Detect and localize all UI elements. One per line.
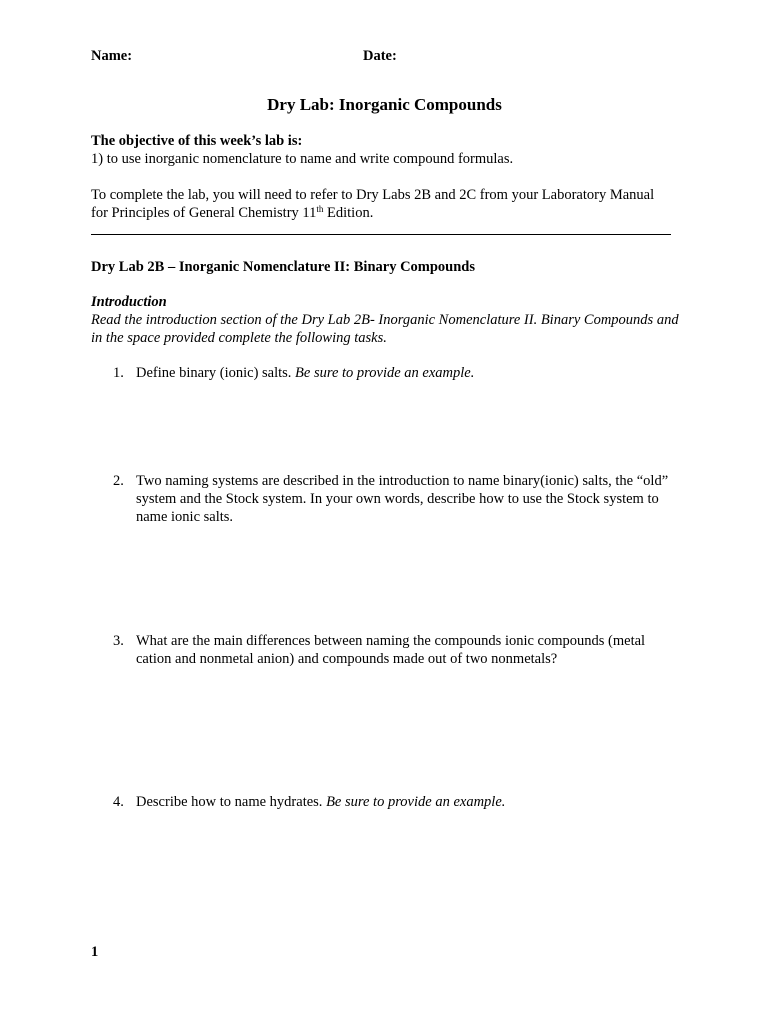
instructions-line-1: To complete the lab, you will need to refer to Dry Labs 2B and 2C from your Laboratory Manual	[91, 187, 655, 203]
instructions-line-2-suffix: Edition.	[323, 205, 374, 221]
question-number: 3.	[113, 633, 124, 649]
objective-item: 1) to use inorganic nomenclature to name and write compound formulas.	[91, 151, 514, 167]
introduction-block	[91, 293, 681, 347]
instructions-line-2	[91, 204, 681, 222]
question-body: What are the main differences between naming the compounds ionic compounds (metal cation and nonmetal anion) and compounds made out of two nonmetals?	[136, 633, 646, 667]
instructions-line-2-prefix: for Principles of General Chemistry 11	[91, 205, 317, 221]
question-number: 1.	[113, 365, 124, 381]
horizontal-rule	[91, 234, 671, 235]
document-page	[91, 0, 681, 1024]
date-label: Date:	[363, 48, 397, 64]
question-text	[136, 472, 681, 526]
header-row	[91, 47, 681, 65]
introduction-text: Read the introduction section of the Dry Lab 2B- Inorganic Nomenclature II. Binary Compounds and in the space provided complete the following tasks.	[91, 312, 679, 346]
page-number: 1	[91, 944, 99, 960]
introduction-heading: Introduction	[91, 294, 167, 310]
question-emphasis: Be sure to provide an example.	[326, 794, 506, 810]
name-label: Name:	[91, 48, 133, 64]
question-body: Describe how to name hydrates.	[136, 794, 327, 810]
question-body: Two naming systems are described in the introduction to name binary(ionic) salts, the “old” system and the Stock system. In your own words, describe how to use the Stock system to name ionic salts.	[136, 473, 669, 525]
question-text	[136, 632, 681, 668]
section-title: Dry Lab 2B – Inorganic Nomenclature II: Binary Compounds	[91, 259, 476, 275]
edition-superscript: th	[316, 204, 324, 214]
question-body: Define binary (ionic) salts.	[136, 365, 296, 381]
question-text	[136, 364, 681, 382]
document-title: Dry Lab: Inorganic Compounds	[267, 95, 502, 114]
question-number: 4.	[113, 794, 124, 810]
question-number: 2.	[113, 473, 124, 489]
objective-block	[91, 132, 681, 168]
question-text	[136, 793, 681, 811]
question-emphasis: Be sure to provide an example.	[295, 365, 475, 381]
objective-heading: The objective of this week’s lab is:	[91, 133, 303, 149]
instructions-paragraph	[91, 186, 681, 222]
